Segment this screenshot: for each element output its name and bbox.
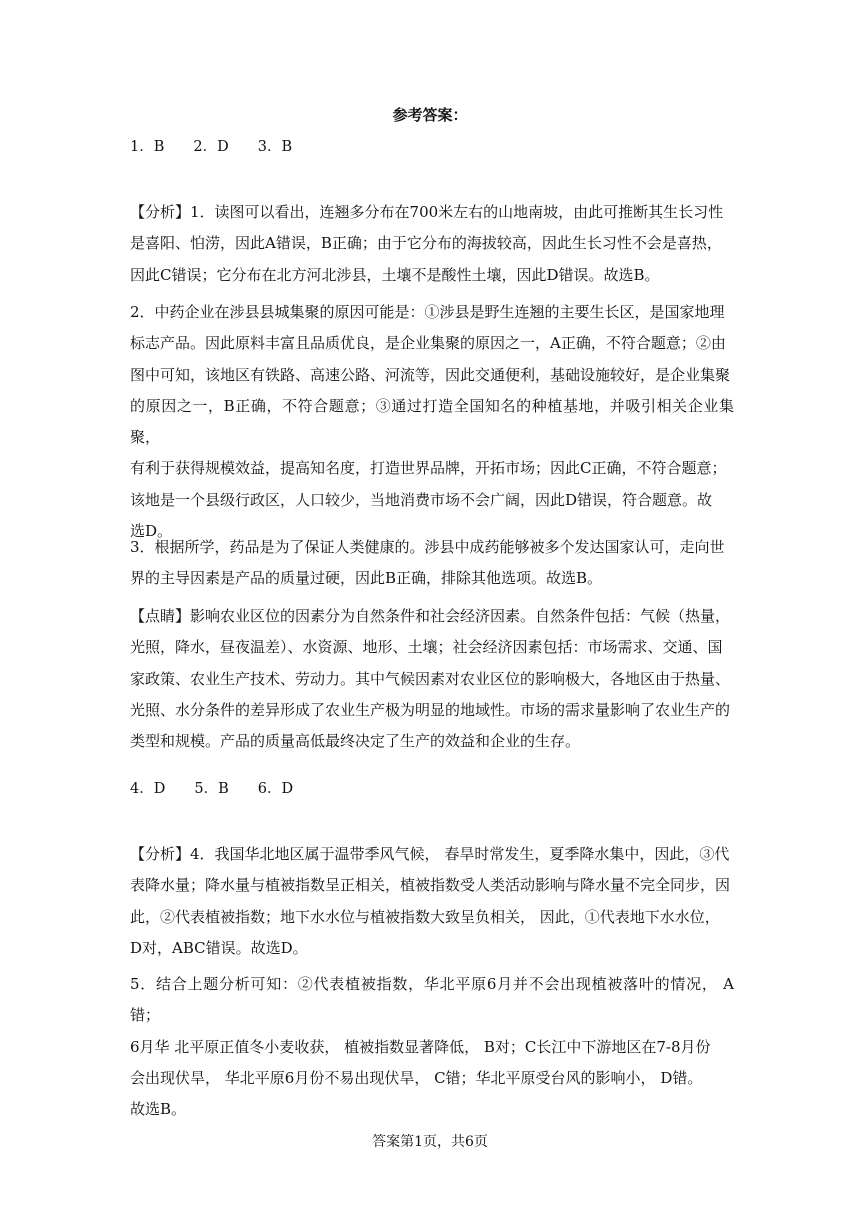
page-footer: 答案第1页，共6页 xyxy=(372,1134,488,1150)
key-point-note: 【点睛】影响农业区位的因素分为自然条件和社会经济因素。自然条件包括：气候（热量， 光照，降水，昼夜温差）、水资源、地形、土壤；社会经济因素包括：市场需求、交通、国 家政策、农业生产技术、劳动力。其中气候因素对农业区位的影响极大，各地区由于热量、 光照、水分条件的差异形成了农业生产极为明显的地域性。市场的需求量影响了农业生产的 类型和规模。产品的质量高低最终决定了生产的效益和企业的生存。 xyxy=(130,607,731,751)
page-title: 参考答案： xyxy=(392,106,468,124)
analysis-question-4: 【分析】4．我国华北地区属于温带季风气候， 春旱时常发生，夏季降水集中，因此，③代 表降水量；降水量与植被指数呈正相关，植被指数受人类活动影响与降水量不完全同步，因 此，②代表植被指数；地下水水位与植被指数大致呈负相关， 因此，①代表地下水水位， D对，ABC错误。故选D。 xyxy=(130,845,731,957)
analysis-question-5: 5．结合上题分析可知：②代表植被指数，华北平原6月并不会出现植被落叶的情况， A错； 6月华 北平原正值冬小麦收获， 植被指数显著降低， B对；C长江中下游地区在7-8月份 会出现伏旱， 华北平原6月份不易出现伏旱， C错；华北平原受台风的影响小， D错。 故选B。 xyxy=(130,975,734,1119)
answer-row-4-6: 4．D 5．B 6．D xyxy=(130,781,294,797)
analysis-question-1: 【分析】1．读图可以看出，连翘多分布在700米左右的山地南坡，由此可推断其生长习性 是喜阳、怕涝，因此A错误，B正确；由于它分布的海拔较高，因此生长习性不会是喜热， 因此C错误；它分布在北方河北涉县，土壤不是酸性土壤，因此D错误。故选B。 xyxy=(130,203,724,284)
analysis-question-2: 2．中药企业在涉县县城集聚的原因可能是：①涉县是野生连翘的主要生长区，是国家地理 标志产品。因此原料丰富且品质优良，是企业集聚的原因之一，A正确，不符合题意；②由 图中可知，该地区有铁路、高速公路、河流等，因此交通便利，基础设施较好，是企业集聚 的原因之一，B正确，不符合题意；③通过打造全国知名的种植基地，并吸引相关企业集聚， 有利于获得规模效益，提高知名度，打造世界品牌，开拓市场；因此C正确，不符合题意； 该地是一个县级行政区，人口较少，当地消费市场不会广阔，因此D错误，符合题意。故 选D。 xyxy=(130,303,734,541)
analysis-question-3: 3．根据所学，药品是为了保证人类健康的。涉县中成药能够被多个发达国家认可，走向世 界的主导因素是产品的质量过硬，因此B正确，排除其他选项。故选B。 xyxy=(130,538,725,588)
answer-row-1-3: 1．B 2．D 3．B xyxy=(130,139,293,155)
